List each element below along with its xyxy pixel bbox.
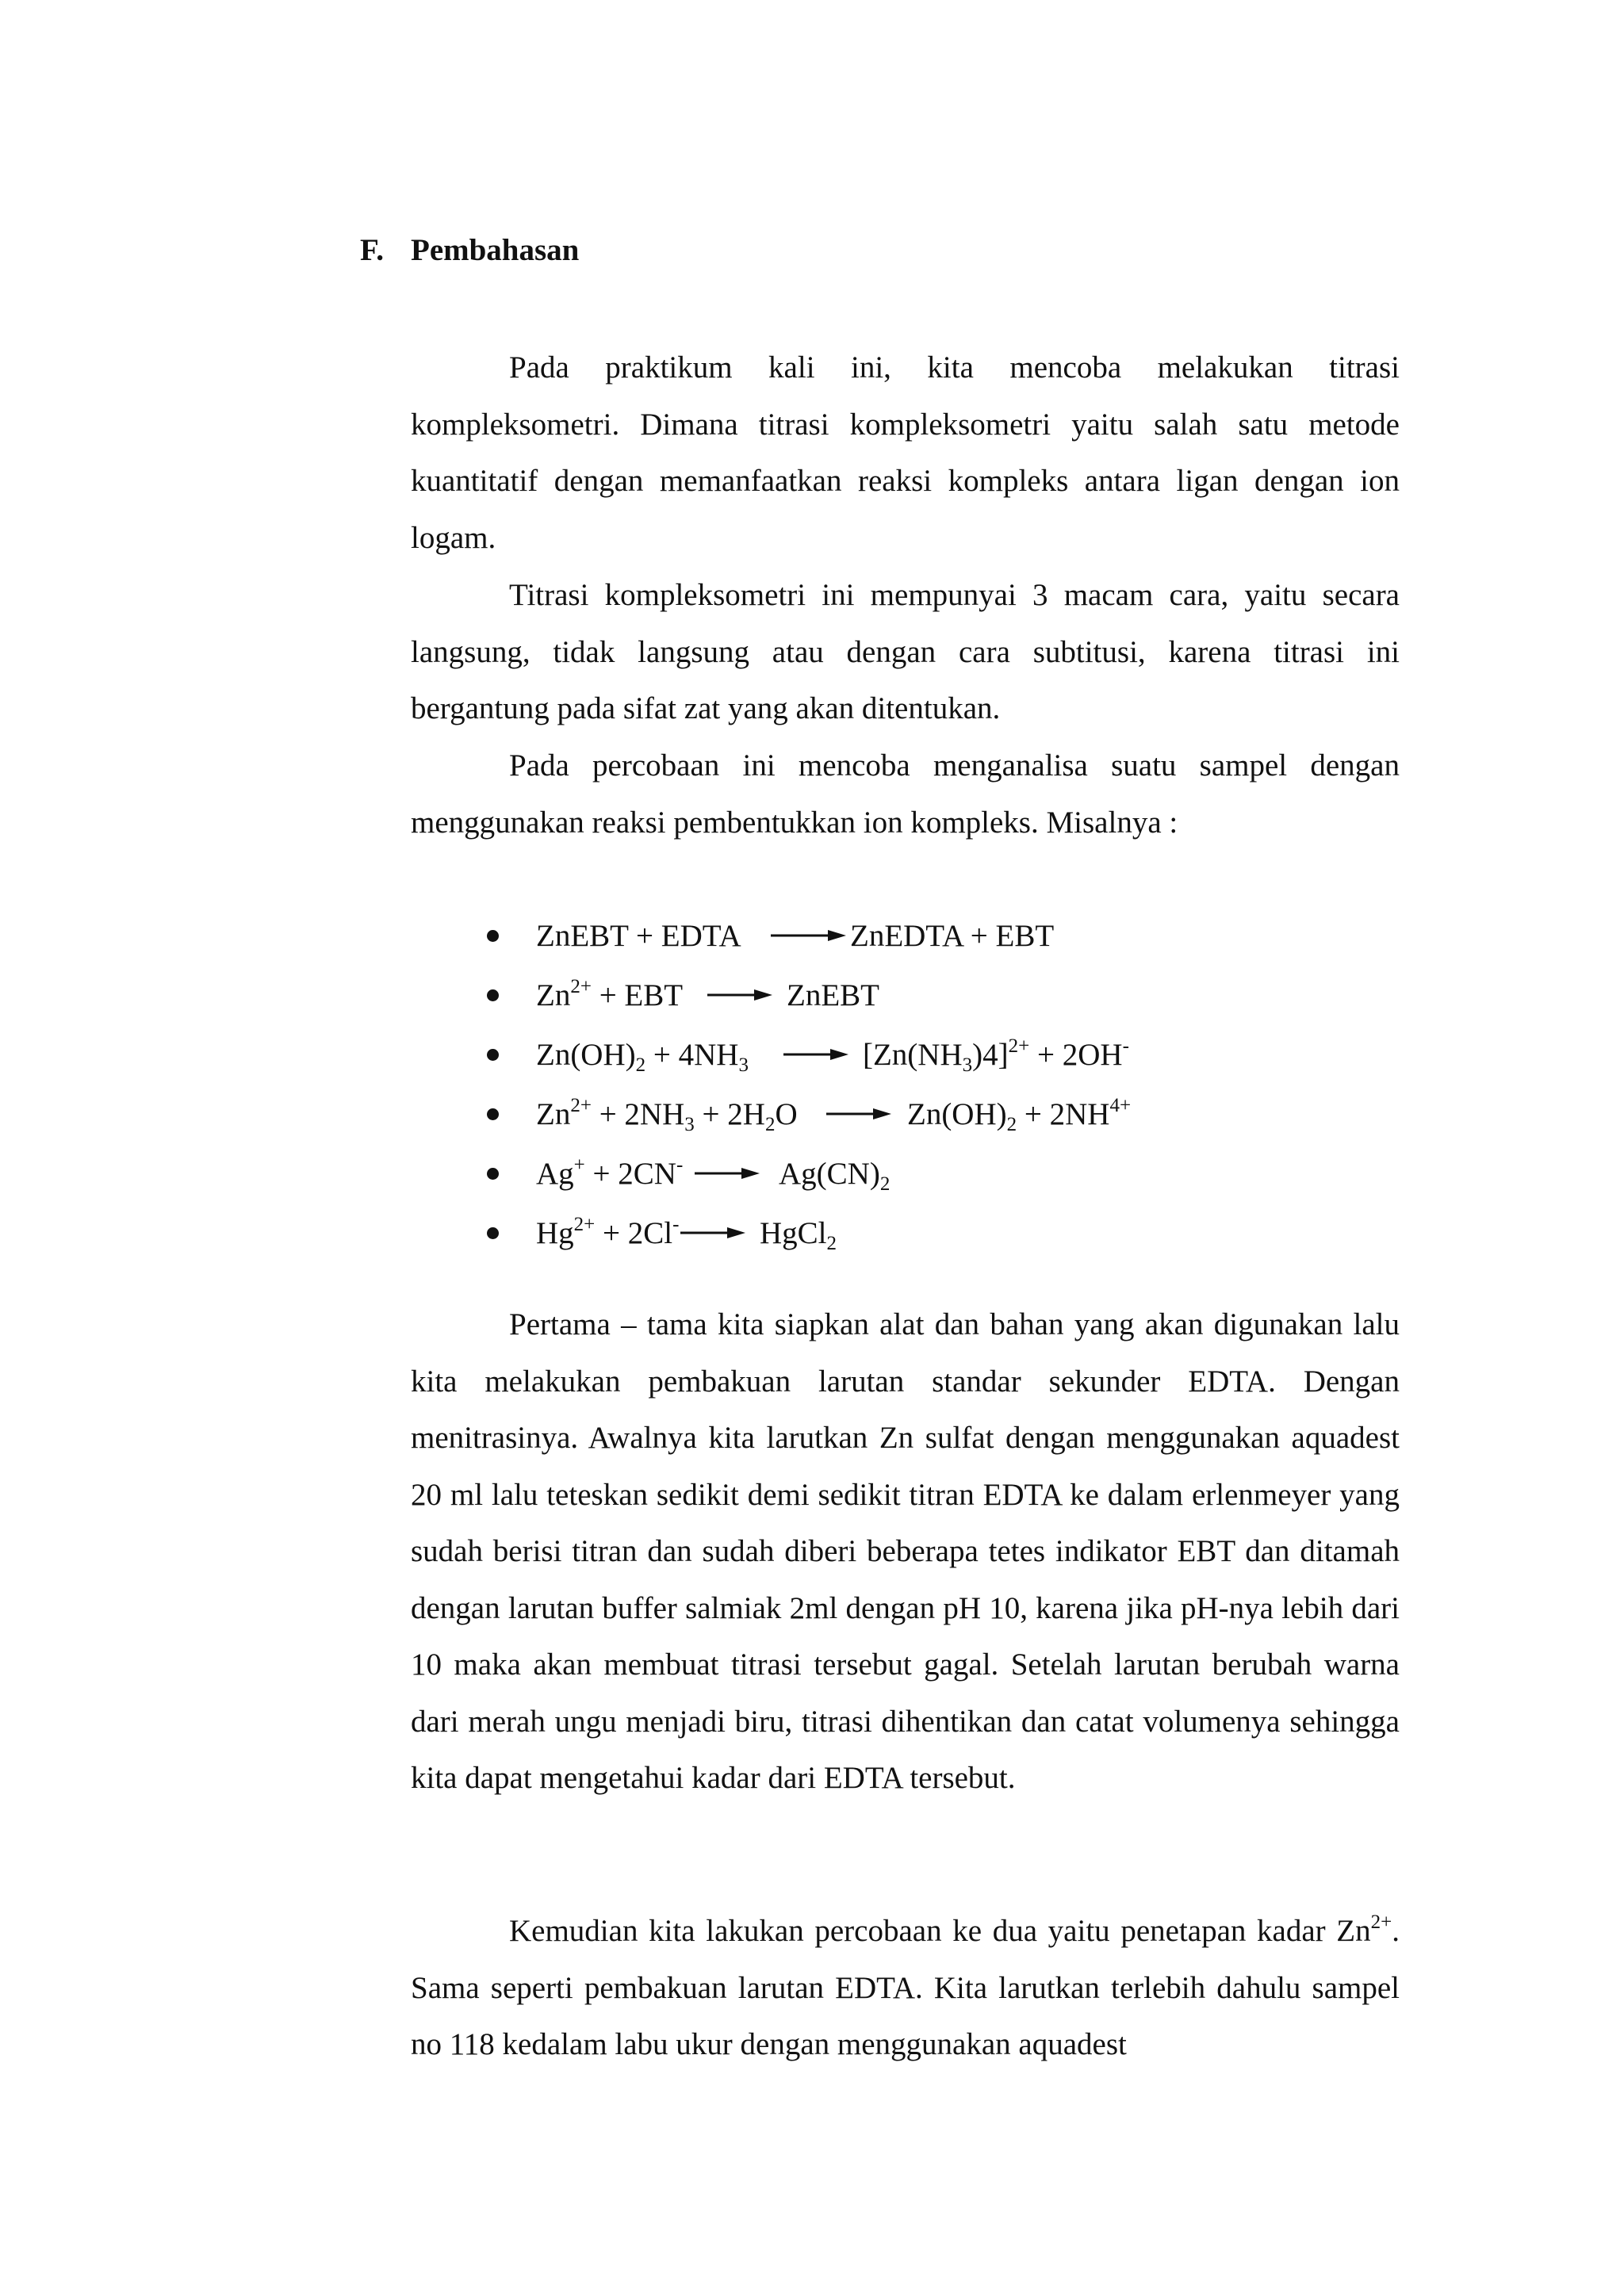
formula-text: + EBT [591, 978, 684, 1012]
formula-superscript: - [672, 1214, 680, 1235]
formula-text: O [775, 1097, 798, 1131]
formula-text: + 2CN [584, 1157, 676, 1191]
reaction-arrow-icon [707, 989, 772, 1001]
formula-text: Hg [536, 1216, 574, 1250]
reaction-reactants [536, 1085, 798, 1144]
bullet-icon [487, 930, 499, 942]
paragraph-methods: Titrasi kompleksometri ini mempunyai 3 macam cara, yaitu secara langsung, tidak langsung atau dengan cara subtitusi, karena titrasi ini bergantung pada sifat zat yang akan ditentukan. [411, 578, 1400, 725]
formula-superscript: 2+ [1008, 1035, 1030, 1057]
formula-text: Zn [536, 978, 571, 1012]
formula-superscript: - [1122, 1035, 1129, 1057]
formula-text: Zn(OH) [536, 1038, 636, 1072]
formula-text: [Zn(NH [863, 1038, 963, 1072]
formula-subscript: 3 [684, 1114, 695, 1135]
reaction-products [787, 966, 879, 1025]
formula-superscript: 2+ [570, 976, 592, 997]
formula-subscript: 2 [1006, 1114, 1017, 1135]
section-letter: F. [360, 233, 384, 267]
formula-subscript: 2 [764, 1114, 776, 1135]
reaction-products [779, 1144, 890, 1203]
formula-subscript: 2 [879, 1173, 891, 1195]
formula-text: HgCl [760, 1216, 827, 1250]
reaction-products [907, 1085, 1131, 1144]
formula-subscript: 2 [635, 1054, 646, 1076]
formula-superscript: - [676, 1154, 684, 1176]
formula-text: Ag [536, 1157, 574, 1191]
formula-subscript: 3 [962, 1054, 973, 1076]
formula-text: + 2H [694, 1097, 765, 1131]
paragraph-zn-determination: Kemudian kita lakukan percobaan ke dua yaitu penetapan kadar $Zn^{2+}$. Sama seperti pembakuan larutan EDTA. Kita larutkan terlebih dahulu sampel no 118 kedalam labu ukur dengan menggunakan aquadest [411, 1911, 1400, 2061]
formula-text: )4] [972, 1038, 1009, 1072]
formula-text: + 2NH [591, 1097, 685, 1131]
reaction-reactants [536, 1025, 749, 1085]
reaction-reactants [536, 966, 683, 1025]
bullet-icon [487, 1168, 499, 1180]
reaction-arrow-icon [680, 1226, 745, 1239]
section-title: Pembahasan [411, 233, 580, 267]
formula-text: + 2NH [1017, 1097, 1110, 1131]
formula-text: Zn(OH) [907, 1097, 1007, 1131]
reaction-reactants [536, 1144, 683, 1203]
reaction-arrow-icon [771, 929, 846, 942]
formula-superscript: 2+ [570, 1095, 592, 1116]
formula-text: ZnEDTA + EBT [850, 919, 1055, 953]
section-heading [360, 228, 579, 273]
paragraph-procedure: Pertama – tama kita siapkan alat dan bahan yang akan digunakan lalu kita melakukan pembakuan larutan standar sekunder EDTA. Dengan menitrasinya. Awalnya kita larutkan Zn sulfat dengan menggunakan aquadest 20 ml lalu teteskan sedikit demi sedikit titran EDTA ke dalam erlenmeyer yang sudah berisi titran dan sudah diberi beberapa tetes indikator EBT dan ditamah dengan larutan buffer salmiak 2ml dengan pH 10, karena jika pH-nya lebih dari 10 maka akan membuat titrasi tersebut gagal. Setelah larutan berubah warna dari merah ungu menjadi biru, titrasi dihentikan dan catat volumenya sehingga kita dapat mengetahui kadar dari EDTA tersebut. [411, 1307, 1400, 1795]
bullet-icon [487, 1108, 499, 1120]
formula-text: + 2OH [1029, 1038, 1123, 1072]
paragraph-experiment: Pada percobaan ini mencoba menganalisa suatu sampel dengan menggunakan reaksi pembentukkan ion kompleks. Misalnya : [411, 748, 1400, 840]
formula-text: ZnEBT [787, 978, 879, 1012]
reaction-products [863, 1025, 1129, 1085]
bullet-icon [487, 989, 499, 1001]
formula-subscript: 2 [826, 1233, 837, 1254]
formula-superscript: 2+ [573, 1214, 596, 1235]
reaction-products [850, 906, 1054, 966]
paragraph-intro: Pada praktikum kali ini, kita mencoba melakukan titrasi kompleksometri. Dimana titrasi kompleksometri yaitu salah satu metode kuantitatif dengan memanfaatkan reaksi kompleks antara ligan dengan ion logam. [411, 350, 1400, 555]
reaction-reactants [536, 906, 741, 966]
bullet-icon [487, 1049, 499, 1061]
formula-superscript: 4+ [1109, 1095, 1132, 1116]
bullet-icon [487, 1227, 499, 1239]
reaction-arrow-icon [783, 1048, 848, 1061]
reaction-reactants [536, 1203, 679, 1263]
formula-text: Zn [536, 1097, 571, 1131]
formula-text: + 4NH [645, 1038, 739, 1072]
reaction-arrow-icon [695, 1167, 760, 1180]
formula-text: Ag(CN) [779, 1157, 880, 1191]
formula-text: + 2Cl [595, 1216, 673, 1250]
reaction-products [760, 1203, 837, 1263]
formula-superscript: + [573, 1154, 585, 1176]
reaction-arrow-icon [826, 1108, 891, 1120]
formula-text: ZnEBT + EDTA [536, 919, 741, 953]
formula-subscript: 3 [738, 1054, 749, 1076]
